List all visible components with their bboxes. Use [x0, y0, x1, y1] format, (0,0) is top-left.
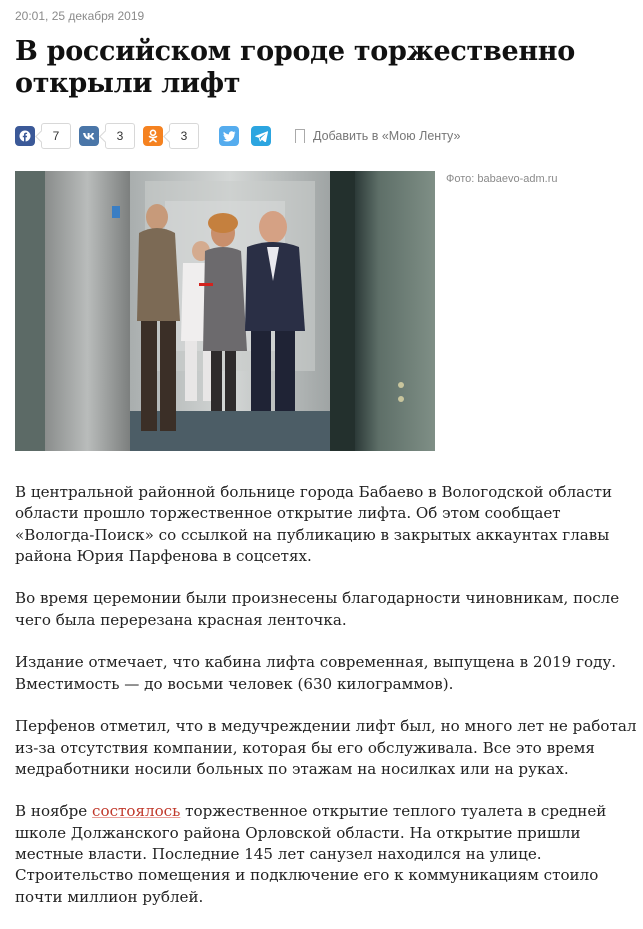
telegram-icon — [251, 126, 271, 146]
article-photo — [15, 171, 435, 451]
article-body — [15, 482, 637, 929]
paragraph-text: торжественное открытие теплого туалета в средней школе Должанского района Орловской области. На открытие пришли местные власти. Последние 145 лет санузел находился на улице. Строительство помещения и подключение его к коммуникациям стоило почти миллион рублей. — [15, 802, 607, 906]
add-to-my-feed-label: Добавить в «Мою Ленту» — [313, 129, 461, 143]
related-article-link[interactable]: состоялось — [92, 802, 181, 821]
article-paragraph: Во время церемонии были произнесены благодарности чиновникам, после чего была перерезана красная ленточка. — [15, 589, 620, 629]
paragraph-text: В ноябре — [15, 802, 93, 821]
facebook-icon — [15, 126, 35, 146]
add-to-my-feed-button[interactable] — [295, 129, 460, 143]
photo-credit: Фото: babaevo-adm.ru — [446, 173, 558, 185]
share-odnoklassniki[interactable] — [143, 123, 199, 149]
article-paragraph: Издание отмечает, что кабина лифта современная, выпущена в 2019 году. Вместимость — до восьми человек (630 килограммов). — [15, 653, 617, 693]
share-facebook[interactable] — [15, 123, 71, 149]
article-timestamp: 20:01, 25 декабря 2019 — [15, 9, 145, 23]
vk-share-count: 3 — [105, 123, 135, 149]
ok-share-count: 3 — [169, 123, 199, 149]
article-paragraph: Перфенов отметил, что в медучреждении лифт был, но много лет не работал из-за отсутствия компании, которая бы его обслуживала. Все это время медработники носили больных по этажам на носилках или на руках. — [15, 717, 637, 778]
share-twitter[interactable] — [219, 126, 239, 146]
odnoklassniki-icon — [143, 126, 163, 146]
article-paragraph: В центральной районной больнице города Бабаево в Вологодской области области прошло торжественное открытие лифта. Об этом сообщает «Вологда-Поиск» со ссылкой на публикацию в закрытых аккаунтах главы района Юрия Парфенова в соцсетях. — [15, 483, 613, 565]
bookmark-icon — [295, 129, 305, 143]
article-title: В российском городе торжественно открыли лифт — [15, 36, 575, 99]
facebook-share-count: 7 — [41, 123, 71, 149]
share-telegram[interactable] — [251, 126, 271, 146]
vk-icon — [79, 126, 99, 146]
twitter-icon — [219, 126, 239, 146]
share-vk[interactable] — [79, 123, 135, 149]
article-paragraph — [15, 801, 637, 907]
share-bar — [15, 123, 460, 149]
elevator-opening-photo — [15, 171, 435, 451]
